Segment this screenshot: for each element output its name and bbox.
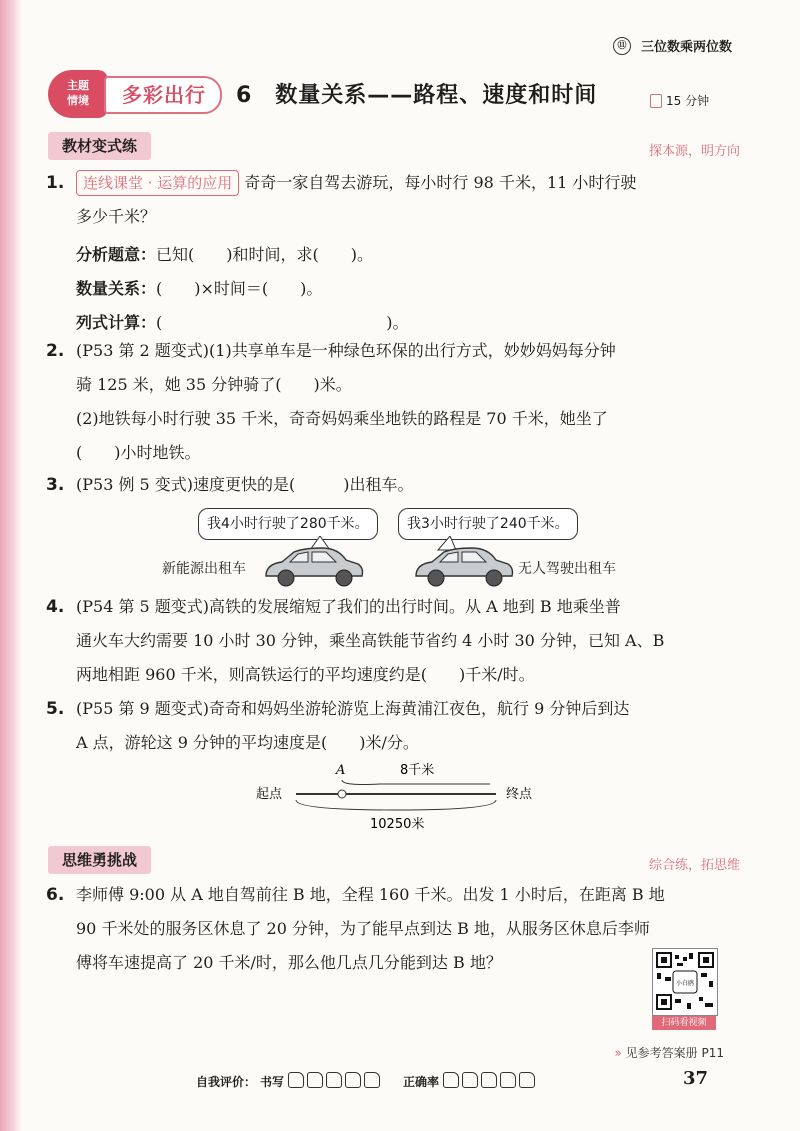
question-5 [46, 692, 766, 760]
point-a-marker [338, 790, 346, 798]
calculation-blank[interactable]: ( )。 [156, 313, 409, 332]
segment-label: 8千米 [400, 763, 435, 778]
thumb-icon[interactable] [364, 1072, 380, 1088]
unit-number-badge: ⑪ [613, 37, 631, 55]
question-text: 90 千米处的服务区休息了 20 分钟，为了能早点到达 B 地，从服务区休息后李师 [76, 919, 650, 938]
question-text: 奇奇一家自驾去游玩，每小时行 98 千米，11 小时行驶 [244, 173, 637, 192]
time-limit [650, 92, 709, 109]
section-title-textbook: 教材变式练 [48, 132, 151, 160]
answer-reference-text: 见参考答案册 P11 [625, 1046, 724, 1060]
question-number: 4. [46, 597, 65, 617]
question-2 [46, 334, 766, 470]
unit-title: 三位数乘两位数 [640, 40, 732, 55]
segment-brace [342, 780, 490, 785]
question-number: 1. [46, 173, 65, 193]
timer-icon [650, 94, 662, 108]
question-text: 通火车大约需要 10 小时 30 分钟，乘坐高铁能节省约 4 小时 30 分钟，已知 A、B [76, 631, 665, 650]
thumb-icon[interactable] [500, 1072, 516, 1088]
theme-name: 多彩出行 [104, 76, 222, 114]
section-title-challenge: 思维勇挑战 [48, 846, 151, 874]
question-text: (2)地铁每小时行驶 35 千米，奇奇妈妈乘坐地铁的路程是 70 千米，她坐了 [76, 409, 608, 428]
car-left-icon [266, 548, 363, 586]
section-subtitle-textbook: 探本源，明方向 [648, 144, 740, 159]
theme-badge [48, 70, 108, 118]
speech-bubble-left: 我4小时行驶了280千米。 [198, 508, 378, 540]
bubble-tail-right [438, 536, 456, 550]
theme-badge-line2: 情境 [67, 94, 89, 107]
end-label: 终点 [506, 787, 533, 802]
question-3 [46, 468, 736, 502]
question-text[interactable]: 两地相距 960 千米，则高铁运行的平均速度约是( )千米/时。 [76, 665, 535, 684]
car-label-right: 无人驾驶出租车 [518, 561, 616, 577]
route-diagram [250, 760, 550, 834]
theme-badge-line1: 主题 [67, 79, 89, 92]
total-brace [296, 800, 496, 810]
question-number: 3. [46, 475, 65, 495]
question-text[interactable]: (P53 例 5 变式)速度更快的是( )出租车。 [76, 475, 414, 494]
question-4 [46, 590, 766, 692]
question-text: (P54 第 5 题变式)高铁的发展缩短了我们的出行时间。从 A 地到 B 地乘坐普 [76, 597, 621, 616]
question-number: 2. [46, 341, 65, 361]
question-tag: 连线课堂 · 运算的应用 [76, 170, 239, 196]
analysis-blank[interactable]: 已知( )和时间，求( )。 [156, 245, 373, 264]
thumb-icon[interactable] [481, 1072, 497, 1088]
point-a-label: A [336, 763, 346, 778]
car-illustrations [260, 536, 520, 592]
thumb-icon[interactable] [443, 1072, 459, 1088]
relation-label: 数量关系： [76, 279, 157, 298]
car-right-icon [416, 548, 513, 586]
writing-label: 书写 [260, 1075, 285, 1089]
question-text: (P53 第 2 题变式)(1)共享单车是一种绿色环保的出行方式，妙妙妈妈每分钟 [76, 341, 616, 360]
thumb-icon[interactable] [326, 1072, 342, 1088]
self-evaluation [196, 1072, 538, 1091]
calculation-label: 列式计算： [76, 313, 157, 332]
qr-center-text: 小白鸥 [675, 980, 695, 987]
page-spine-decoration [0, 0, 22, 1131]
relation-blank[interactable]: ( )×时间＝( )。 [156, 279, 323, 298]
page-number: 37 [682, 1068, 708, 1089]
accuracy-label: 正确率 [403, 1075, 440, 1089]
question-text: (P55 第 9 题变式)奇奇和妈妈坐游轮游览上海黄浦江夜色，航行 9 分钟后到达 [76, 699, 630, 718]
thumb-icon[interactable] [288, 1072, 304, 1088]
qr-code-label: 扫码看视频 [652, 1016, 716, 1030]
question-number: 5. [46, 699, 65, 719]
question-number: 6. [46, 885, 65, 905]
thumb-icon[interactable] [462, 1072, 478, 1088]
time-limit-text: 15 分钟 [666, 94, 710, 108]
car-label-left: 新能源出租车 [162, 561, 246, 577]
total-label: 10250米 [370, 817, 425, 832]
question-text[interactable]: ( )小时地铁。 [76, 443, 201, 462]
unit-header [613, 36, 732, 55]
question-1 [46, 166, 736, 340]
section-subtitle-challenge: 综合练，拓思维 [648, 858, 740, 873]
analysis-label: 分析题意： [76, 245, 157, 264]
answer-reference [615, 1044, 725, 1061]
question-text: 傅将车速提高了 20 千米/时，那么他几点几分能到达 B 地？ [76, 953, 502, 972]
thumb-icon[interactable] [519, 1072, 535, 1088]
qr-code-icon[interactable] [652, 948, 718, 1016]
self-eval-label: 自我评价： [196, 1075, 257, 1089]
accuracy-rating[interactable] [443, 1072, 538, 1091]
thumb-icon[interactable] [307, 1072, 323, 1088]
writing-rating[interactable] [288, 1072, 383, 1091]
question-text[interactable]: 骑 125 米，她 35 分钟骑了( )米。 [76, 375, 352, 394]
question-text[interactable]: A 点，游轮这 9 分钟的平均速度是( )米/分。 [76, 733, 419, 752]
lesson-title: 6 数量关系——路程、速度和时间 [236, 83, 598, 108]
double-chevron-icon: » [614, 1046, 622, 1060]
question-text: 多少千米？ [76, 207, 157, 226]
thumb-icon[interactable] [345, 1072, 361, 1088]
start-label: 起点 [256, 787, 283, 802]
speech-bubble-right: 我3小时行驶了240千米。 [398, 508, 578, 540]
question-text: 李师傅 9:00 从 A 地自驾前往 B 地，全程 160 千米。出发 1 小时后，在距离 B 地 [76, 885, 665, 904]
